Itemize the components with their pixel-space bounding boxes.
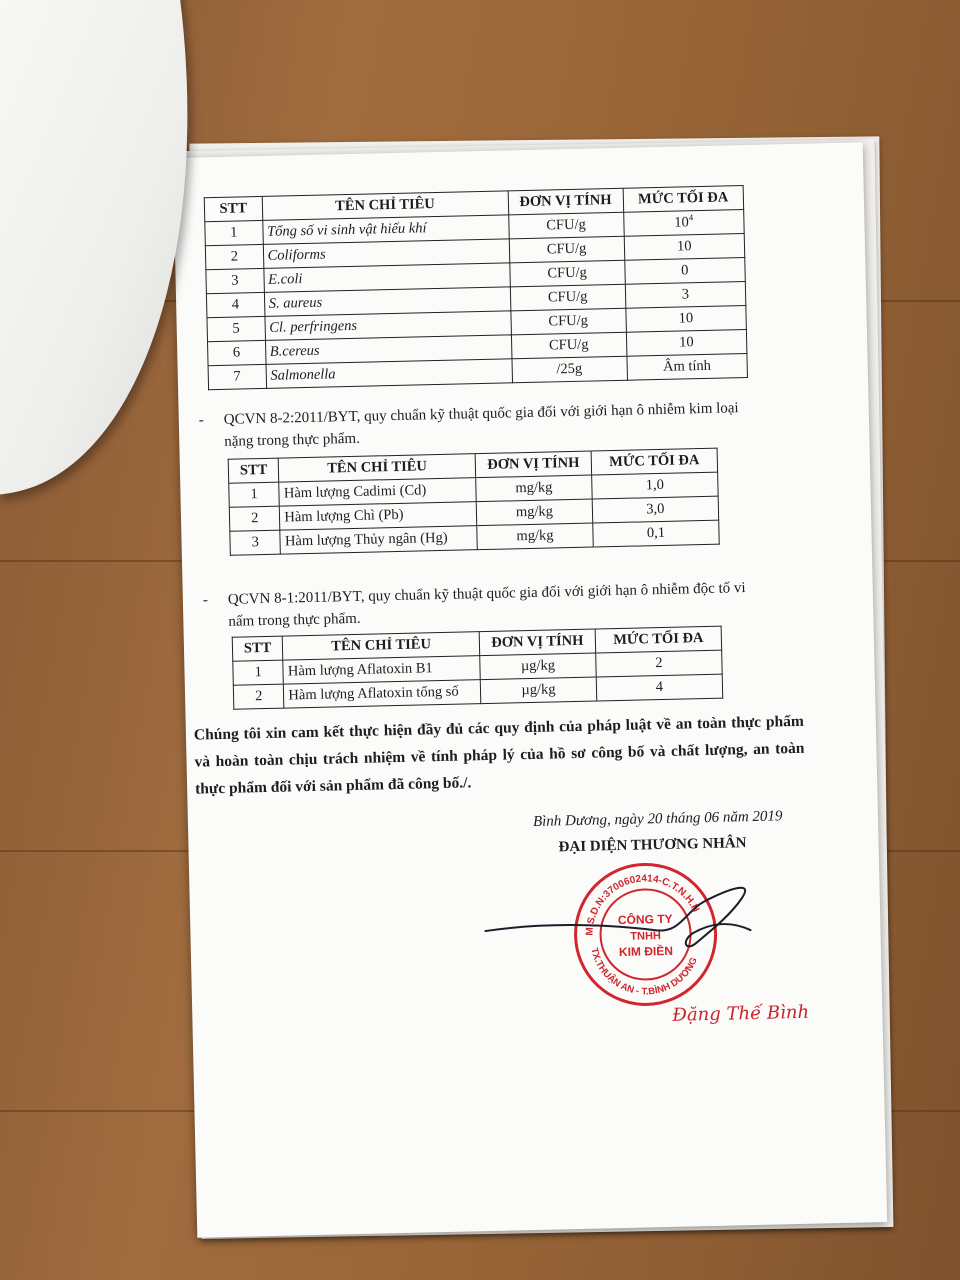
cell-max: 0,1 — [593, 520, 720, 547]
metal-line-1: QCVN 8-2:2011/BYT, quy chuẩn kỹ thuật quốc gia đối với giới hạn ô nhiễm kim loại — [223, 400, 739, 428]
toxin-regulation-text — [203, 576, 804, 634]
header-max: MỨC TỐI ĐA — [595, 626, 722, 653]
cell-name: E.coli — [263, 263, 509, 293]
cell-stt: 2 — [229, 506, 280, 531]
cell-unit: µg/kg — [480, 653, 596, 680]
cell-max: 10 — [626, 329, 747, 356]
header-name: TÊN CHỈ TIÊU — [262, 191, 508, 221]
cell-stt: 1 — [233, 660, 284, 685]
metal-table — [228, 448, 720, 556]
cell-unit: CFU/g — [511, 332, 627, 359]
cell-stt: 1 — [205, 220, 263, 245]
metal-line-2: nặng trong thực phẩm. — [224, 430, 361, 450]
cell-stt: 7 — [208, 364, 266, 389]
cell-name: Hàm lượng Cadimi (Cd) — [279, 478, 476, 506]
cell-stt: 2 — [233, 684, 284, 709]
cell-unit: CFU/g — [509, 236, 625, 263]
signature-title: ĐẠI DIỆN THƯƠNG NHÂN — [558, 835, 747, 856]
cell-max: 2 — [596, 650, 723, 677]
cell-name: Coliforms — [263, 239, 509, 269]
cell-name: S. aureus — [264, 287, 510, 317]
header-max: MỨC TỐI ĐA — [591, 448, 718, 475]
cell-stt: 3 — [230, 530, 281, 555]
cell-unit: CFU/g — [509, 260, 625, 287]
cell-stt: 5 — [207, 316, 265, 341]
cell-name: Salmonella — [266, 359, 512, 389]
cell-max — [623, 210, 744, 237]
stamp-ring-bottom: TX.THUẬN AN - T.BÌNH DƯƠNG — [588, 946, 700, 998]
header-name: TÊN CHỈ TIÊU — [283, 632, 480, 660]
cell-max: 10 — [624, 234, 745, 261]
cell-max: 10 — [625, 306, 746, 333]
stamp-ring-top: M.S.D.N:3700602414-C.T.N.H.H — [584, 873, 702, 936]
max-base: 10 — [674, 214, 689, 231]
cell-stt: 4 — [206, 292, 264, 317]
header-stt: STT — [232, 636, 283, 661]
signature-date: Bình Dương, ngày 20 tháng 06 năm 2019 — [532, 808, 783, 830]
cell-stt: 2 — [205, 244, 263, 269]
header-stt: STT — [228, 458, 279, 483]
stamp-line-1: CÔNG TY — [617, 911, 673, 928]
signer-name: Đặng Thế Bình — [672, 1001, 810, 1026]
stamp-line-3: KIM ĐIỀN — [618, 943, 674, 960]
cell-stt: 3 — [206, 268, 264, 293]
cell-name: Hàm lượng Aflatoxin B1 — [283, 656, 480, 684]
cell-name: Cl. perfringens — [265, 311, 511, 341]
max-exponent: 4 — [688, 212, 694, 223]
header-unit: ĐƠN VỊ TÍNH — [479, 629, 595, 656]
micro-table — [204, 185, 748, 390]
metal-regulation-text — [199, 396, 800, 454]
cell-max: 3 — [625, 282, 746, 309]
header-max: MỨC TỐI ĐA — [623, 186, 744, 213]
cell-unit: µg/kg — [480, 677, 596, 704]
cell-max: 1,0 — [592, 472, 719, 499]
toxin-table — [232, 626, 724, 710]
header-name: TÊN CHỈ TIÊU — [279, 454, 476, 482]
toxin-line-2: nấm trong thực phẩm. — [228, 610, 361, 630]
cell-name: B.cereus — [265, 335, 511, 365]
cell-unit: CFU/g — [510, 308, 626, 335]
header-unit: ĐƠN VỊ TÍNH — [475, 451, 591, 478]
cell-max: Âm tính — [627, 353, 748, 380]
cell-unit: mg/kg — [476, 499, 592, 526]
cell-unit: CFU/g — [508, 212, 624, 239]
cell-unit: mg/kg — [476, 475, 592, 502]
cell-unit: CFU/g — [510, 284, 626, 311]
cell-name: Hàm lượng Chì (Pb) — [280, 502, 477, 530]
cell-max: 3,0 — [592, 496, 719, 523]
cell-unit: mg/kg — [477, 523, 593, 550]
cell-name: Tổng số vi sinh vật hiếu khí — [262, 215, 508, 245]
cell-name: Hàm lượng Aflatoxin tổng số — [284, 680, 481, 708]
header-unit: ĐƠN VỊ TÍNH — [508, 188, 624, 215]
bullet-dash: - — [198, 412, 204, 429]
cell-max: 4 — [596, 674, 723, 701]
document-page — [173, 142, 887, 1237]
cell-max: 0 — [624, 258, 745, 285]
header-stt: STT — [204, 196, 262, 221]
cell-name: Hàm lượng Thủy ngân (Hg) — [280, 526, 477, 554]
stamp-line-2: TNHH — [630, 930, 662, 943]
toxin-line-1: QCVN 8-1:2011/BYT, quy chuẩn kỹ thuật quốc gia đối với giới hạn ô nhiễm độc tố vi — [227, 580, 746, 608]
cell-stt: 6 — [208, 340, 266, 365]
bullet-dash: - — [202, 592, 209, 609]
commitment-paragraph: Chúng tôi xin cam kết thực hiện đầy đủ các quy định của pháp luật về an toàn thực phẩm và hoàn toàn chịu trách nhiệm về tính pháp lý của hồ sơ công bố và chất lượng, an toàn thực phẩm đối với sản phẩm đã công bố./. — [193, 712, 805, 798]
cell-unit: /25g — [511, 356, 627, 383]
cell-stt: 1 — [229, 482, 280, 507]
signature-scribble — [479, 869, 781, 966]
